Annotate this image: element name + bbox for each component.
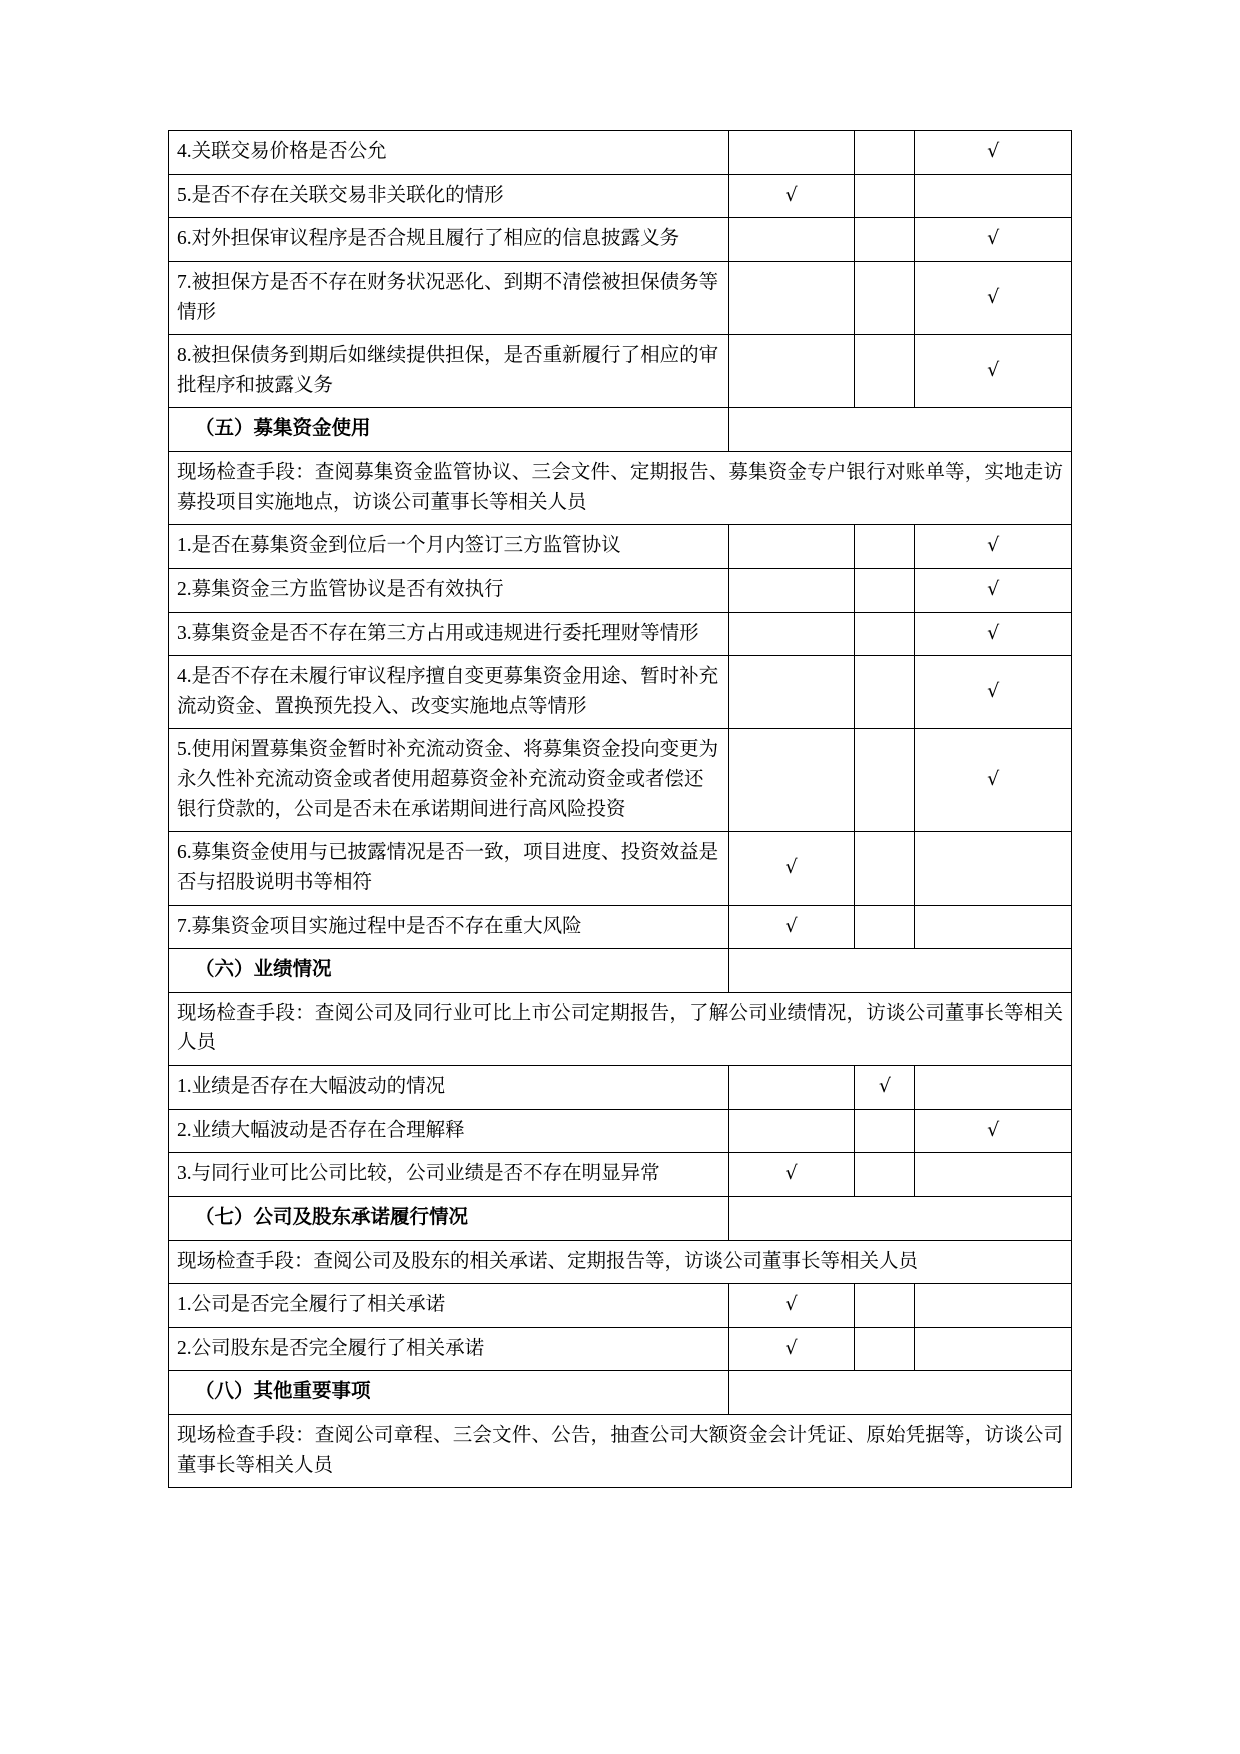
section-label: （六）业绩情况 (169, 949, 729, 993)
check-item-label: 3.与同行业可比公司比较，公司业绩是否不存在明显异常 (169, 1153, 729, 1197)
table-row (169, 335, 1072, 408)
method-text: 现场检查手段：查阅公司及同行业可比上市公司定期报告，了解公司业绩情况，访谈公司董事长等相关人员 (169, 992, 1072, 1065)
check-mark-cell[interactable] (855, 131, 915, 175)
check-mark-cell[interactable] (728, 1066, 855, 1110)
check-item-label: 8.被担保债务到期后如继续提供担保，是否重新履行了相应的审批程序和披露义务 (169, 335, 729, 408)
check-mark-cell[interactable] (855, 1153, 915, 1197)
section-blank-cell (728, 949, 1071, 993)
check-mark-cell[interactable] (915, 1153, 1072, 1197)
check-mark-icon: √ (987, 679, 1000, 702)
checklist-body (169, 131, 1072, 1488)
check-mark-icon: √ (987, 358, 1000, 381)
check-mark-cell[interactable] (915, 525, 1072, 569)
table-row (169, 1327, 1072, 1371)
method-text: 现场检查手段：查阅募集资金监管协议、三会文件、定期报告、募集资金专户银行对账单等，实地走访募投项目实施地点，访谈公司董事长等相关人员 (169, 452, 1072, 525)
check-mark-cell[interactable] (915, 1327, 1072, 1371)
check-mark-icon: √ (987, 285, 1000, 308)
table-row (169, 525, 1072, 569)
check-item-label: 3.募集资金是否不存在第三方占用或违规进行委托理财等情形 (169, 612, 729, 656)
check-mark-cell[interactable] (915, 832, 1072, 905)
table-row (169, 656, 1072, 729)
check-mark-cell[interactable] (728, 1284, 855, 1328)
check-mark-cell[interactable] (915, 218, 1072, 262)
check-mark-cell[interactable] (855, 568, 915, 612)
check-item-label: 7.募集资金项目实施过程中是否不存在重大风险 (169, 905, 729, 949)
check-mark-cell[interactable] (855, 612, 915, 656)
check-item-label: 4.关联交易价格是否公允 (169, 131, 729, 175)
check-mark-cell[interactable] (728, 1153, 855, 1197)
table-row (169, 729, 1072, 832)
check-mark-icon: √ (785, 856, 798, 879)
section-label: （七）公司及股东承诺履行情况 (169, 1196, 729, 1240)
check-mark-cell[interactable] (855, 525, 915, 569)
check-item-label: 4.是否不存在未履行审议程序擅自变更募集资金用途、暂时补充流动资金、置换预先投入、改变实施地点等情形 (169, 656, 729, 729)
check-mark-cell[interactable] (915, 612, 1072, 656)
check-mark-cell[interactable] (728, 612, 855, 656)
check-mark-icon: √ (785, 183, 798, 206)
check-mark-cell[interactable] (855, 1284, 915, 1328)
check-item-label: 2.公司股东是否完全履行了相关承诺 (169, 1327, 729, 1371)
check-mark-cell[interactable] (728, 656, 855, 729)
check-mark-icon: √ (987, 621, 1000, 644)
method-row (169, 992, 1072, 1065)
check-mark-cell[interactable] (855, 261, 915, 334)
section-blank-cell (728, 1196, 1071, 1240)
check-mark-cell[interactable] (915, 335, 1072, 408)
check-mark-icon: √ (878, 1075, 891, 1097)
check-mark-cell[interactable] (855, 218, 915, 262)
check-mark-icon: √ (987, 534, 1000, 557)
method-text: 现场检查手段：查阅公司章程、三会文件、公告，抽查公司大额资金会计凭证、原始凭据等，访谈公司董事长等相关人员 (169, 1415, 1072, 1488)
table-row (169, 1066, 1072, 1110)
check-item-label: 6.募集资金使用与已披露情况是否一致，项目进度、投资效益是否与招股说明书等相符 (169, 832, 729, 905)
check-mark-cell[interactable] (728, 729, 855, 832)
table-row (169, 612, 1072, 656)
check-mark-cell[interactable] (855, 729, 915, 832)
check-item-label: 6.对外担保审议程序是否合规且履行了相应的信息披露义务 (169, 218, 729, 262)
table-row (169, 1109, 1072, 1153)
check-item-label: 1.是否在募集资金到位后一个月内签订三方监管协议 (169, 525, 729, 569)
check-mark-cell[interactable] (855, 1109, 915, 1153)
check-item-label: 2.业绩大幅波动是否存在合理解释 (169, 1109, 729, 1153)
section-blank-cell (728, 1371, 1071, 1415)
check-item-label: 5.使用闲置募集资金暂时补充流动资金、将募集资金投向变更为永久性补充流动资金或者使用超募资金补充流动资金或者偿还银行贷款的，公司是否未在承诺期间进行高风险投资 (169, 729, 729, 832)
check-item-label: 7.被担保方是否不存在财务状况恶化、到期不清偿被担保债务等情形 (169, 261, 729, 334)
check-mark-cell[interactable] (728, 905, 855, 949)
check-mark-cell[interactable] (915, 1109, 1072, 1153)
check-mark-icon: √ (987, 768, 1000, 790)
check-mark-cell[interactable] (728, 335, 855, 408)
section-row (169, 949, 1072, 993)
check-mark-cell[interactable] (915, 131, 1072, 175)
table-row (169, 832, 1072, 905)
check-mark-cell[interactable] (915, 656, 1072, 729)
checklist-table (168, 130, 1072, 1488)
check-mark-cell[interactable] (728, 1109, 855, 1153)
table-row (169, 1284, 1072, 1328)
check-mark-cell[interactable] (728, 832, 855, 905)
check-mark-cell[interactable] (915, 261, 1072, 334)
check-item-label: 1.公司是否完全履行了相关承诺 (169, 1284, 729, 1328)
check-item-label: 2.募集资金三方监管协议是否有效执行 (169, 568, 729, 612)
method-row (169, 1415, 1072, 1488)
check-mark-cell[interactable] (728, 131, 855, 175)
method-text: 现场检查手段：查阅公司及股东的相关承诺、定期报告等，访谈公司董事长等相关人员 (169, 1240, 1072, 1284)
check-mark-icon: √ (785, 914, 798, 937)
check-mark-cell[interactable] (855, 1327, 915, 1371)
check-mark-cell[interactable] (728, 525, 855, 569)
check-mark-cell[interactable] (728, 218, 855, 262)
check-mark-cell[interactable] (855, 174, 915, 218)
check-mark-cell[interactable] (915, 905, 1072, 949)
check-mark-icon: √ (987, 1118, 1000, 1141)
method-row (169, 452, 1072, 525)
section-row (169, 1371, 1072, 1415)
check-mark-cell[interactable] (915, 1066, 1072, 1110)
check-item-label: 1.业绩是否存在大幅波动的情况 (169, 1066, 729, 1110)
table-row (169, 905, 1072, 949)
section-row (169, 408, 1072, 452)
section-blank-cell (728, 408, 1071, 452)
check-mark-cell[interactable] (728, 568, 855, 612)
check-mark-cell[interactable] (915, 729, 1072, 832)
check-mark-cell[interactable] (855, 905, 915, 949)
check-mark-cell[interactable] (855, 656, 915, 729)
section-label: （五）募集资金使用 (169, 408, 729, 452)
check-mark-cell[interactable] (855, 832, 915, 905)
table-row (169, 261, 1072, 334)
check-mark-icon: √ (785, 1293, 798, 1316)
section-row (169, 1196, 1072, 1240)
check-mark-icon: √ (987, 140, 1000, 162)
check-mark-cell[interactable] (855, 1066, 915, 1110)
check-mark-cell[interactable] (728, 174, 855, 218)
check-mark-icon: √ (785, 1162, 798, 1185)
method-row (169, 1240, 1072, 1284)
check-mark-icon: √ (785, 1336, 798, 1359)
table-row (169, 568, 1072, 612)
check-mark-cell[interactable] (915, 174, 1072, 218)
check-mark-cell[interactable] (728, 261, 855, 334)
section-label: （八）其他重要事项 (169, 1371, 729, 1415)
table-row (169, 218, 1072, 262)
table-row (169, 1153, 1072, 1197)
check-mark-cell[interactable] (915, 1284, 1072, 1328)
check-mark-cell[interactable] (915, 568, 1072, 612)
check-mark-icon: √ (987, 577, 1000, 600)
table-row (169, 174, 1072, 218)
table-row (169, 131, 1072, 175)
check-mark-cell[interactable] (728, 1327, 855, 1371)
check-mark-cell[interactable] (855, 335, 915, 408)
check-item-label: 5.是否不存在关联交易非关联化的情形 (169, 174, 729, 218)
check-mark-icon: √ (987, 227, 1000, 250)
